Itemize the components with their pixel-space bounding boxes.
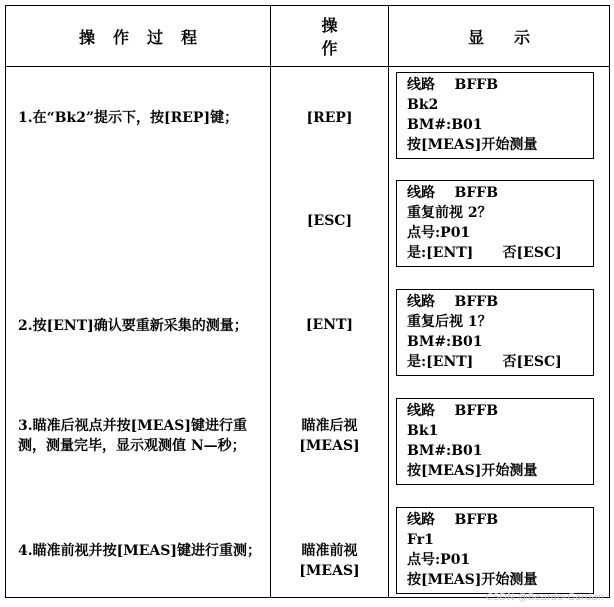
- operation-1: [271, 108, 388, 128]
- procedure-table: [5, 5, 610, 598]
- screen-1-line-1: 线路 BFFB: [407, 77, 499, 93]
- operation-5-line2: [MEAS]: [299, 563, 360, 579]
- screen-5-line-4: 按[MEAS]开始测量: [407, 572, 538, 588]
- display-column: [389, 67, 610, 598]
- body-row: [6, 67, 610, 598]
- display-screen-3: [396, 289, 594, 376]
- screen-1-line-3: BM#:B01: [407, 117, 483, 133]
- operation-3-line1: [ENT]: [305, 317, 354, 333]
- screen-5-line-1: 线路 BFFB: [407, 512, 499, 528]
- operation-2-line1: [ESC]: [306, 213, 353, 229]
- screen-4-line-4: 按[MEAS]开始测量: [407, 463, 538, 479]
- step-2-text: 2.按[ENT]确认要重新采集的测量；: [18, 318, 248, 334]
- operation-4-line1: 瞄准后视: [301, 418, 358, 434]
- operation-4-line2: [MEAS]: [299, 438, 360, 454]
- watermark: CSDN @Beardo-Gardan: [485, 592, 604, 603]
- screen-3-line-2: 重复后视 1？: [407, 314, 492, 330]
- header-display: [389, 6, 610, 67]
- header-procedure-label: 操作过程: [78, 27, 215, 47]
- screen-2-line-1: 线路 BFFB: [407, 185, 499, 201]
- operation-2: [271, 211, 388, 231]
- screen-4-line-3: BM#:B01: [407, 443, 483, 459]
- screen-4-line-2: Bk1: [407, 423, 439, 439]
- screen-3-line-4: 是:[ENT] 否[ESC]: [407, 354, 562, 370]
- operation-4: [271, 416, 388, 456]
- header-procedure: [6, 6, 271, 67]
- screen-2-line-2: 重复前视 2？: [407, 205, 492, 221]
- display-screen-2: [396, 180, 594, 267]
- screen-1-line-2: Bk2: [407, 97, 439, 113]
- procedure-table-wrapper: [5, 5, 609, 602]
- screen-3-line-1: 线路 BFFB: [407, 294, 499, 310]
- screen-5-line-2: Fr1: [407, 532, 434, 548]
- screen-1-line-4: 按[MEAS]开始测量: [407, 137, 538, 153]
- header-operation-label: 操作: [321, 16, 368, 58]
- step-4-text: 4.瞄准前视并按[MEAS]键进行重测；: [18, 543, 262, 559]
- screen-2-line-4: 是:[ENT] 否[ESC]: [407, 245, 562, 261]
- header-display-label: 显示: [467, 27, 560, 47]
- header-operation: [271, 6, 389, 67]
- step-1-text: 1.在“Bk2”提示下，按[REP]键；: [18, 110, 239, 126]
- step-3-text: 3.瞄准后视点并按[MEAS]键进行重测，测量完毕，显示观测值 N—秒；: [18, 418, 248, 454]
- operation-column: [271, 67, 389, 598]
- screen-3-line-3: BM#:B01: [407, 334, 483, 350]
- display-screen-1: [396, 72, 594, 159]
- operation-5: [271, 541, 388, 581]
- screen-5-line-3: 点号:P01: [407, 552, 471, 568]
- procedure-column: [6, 67, 271, 598]
- header-row: [6, 6, 610, 67]
- operation-3: [271, 315, 388, 335]
- screen-4-line-1: 线路 BFFB: [407, 403, 499, 419]
- display-screen-4: [396, 398, 594, 485]
- display-screen-5: [396, 507, 594, 594]
- operation-1-line1: [REP]: [306, 110, 353, 126]
- screen-2-line-3: 点号:P01: [407, 225, 471, 241]
- operation-5-line1: 瞄准前视: [301, 543, 358, 559]
